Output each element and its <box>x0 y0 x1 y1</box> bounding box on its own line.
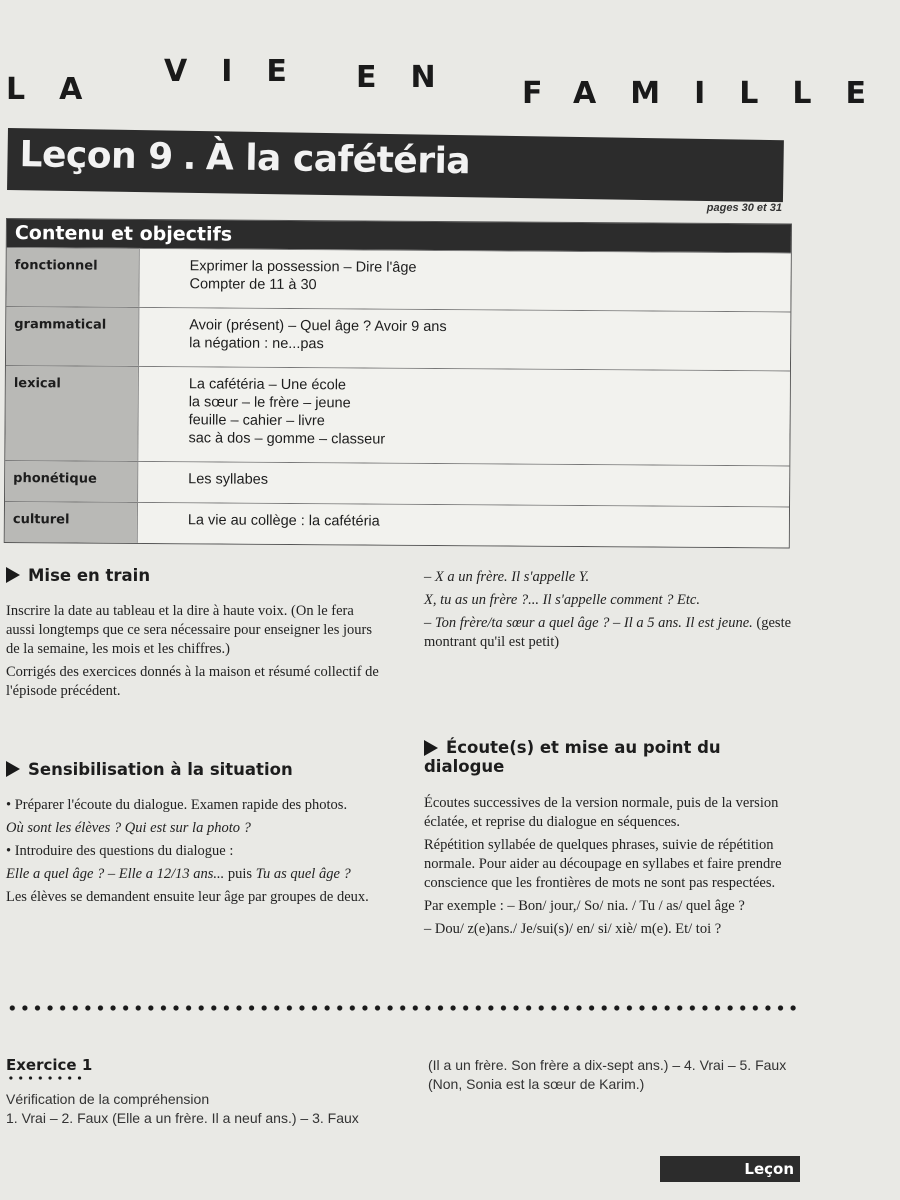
paragraph: Inscrire la date au tableau et la dire à haute voix. (On le fera aussi longtemps que ce sera nécessaire pour enseigner les jours de la semaine, les mois et les chiffres.) <box>6 603 373 657</box>
objectives-row-culturel <box>5 501 789 547</box>
objectives-row-lexical <box>5 365 790 465</box>
objectives-row-grammatical <box>6 306 790 370</box>
exercise-answers-left: 1. Vrai – 2. Faux (Elle a un frère. Il a neuf ans.) – 3. Faux <box>6 1110 359 1126</box>
objectives-row-phonetique <box>5 460 789 506</box>
exercise-left-text <box>6 1090 396 1128</box>
header-word-famille: FAMILLE <box>522 76 900 111</box>
row-label: grammatical <box>6 307 138 366</box>
header-word-en: EN <box>356 60 470 95</box>
example-line: – X a un frère. Il s'appelle Y. <box>424 569 590 585</box>
row-label: culturel <box>5 502 137 543</box>
row-line: Avoir (présent) – Quel âge ? Avoir 9 ans <box>189 317 447 336</box>
row-content <box>138 249 790 312</box>
row-label: lexical <box>5 366 138 461</box>
row-content <box>137 367 790 466</box>
lesson-number: Leçon 9 <box>19 134 174 178</box>
italic-text: – Ton frère/ta sœur a quel âge ? – Il a 5 ans. Il est jeune. <box>424 615 753 631</box>
pages-reference: pages 30 et 31 <box>706 202 782 214</box>
paragraph: • Introduire des questions du dialogue : <box>6 843 234 859</box>
row-label: phonétique <box>5 461 137 502</box>
paragraph <box>6 865 384 884</box>
paragraph: Les élèves se demandent ensuite leur âge par groupes de deux. <box>6 889 369 905</box>
example-line <box>424 614 800 652</box>
row-label: fonctionnel <box>6 248 138 307</box>
row-content <box>138 308 790 371</box>
paragraph: Où sont les élèves ? Qui est sur la photo ? <box>6 820 251 836</box>
ecoute-body <box>424 794 800 943</box>
header-word-vie: VIE <box>164 54 321 89</box>
row-line: La cafétéria – Une école <box>188 376 347 394</box>
plain-text: puis <box>224 866 256 882</box>
objectives-table <box>4 218 792 548</box>
right-column-examples <box>424 568 800 656</box>
example-line: X, tu as un frère ?... Il s'appelle comment ? Etc. <box>424 592 700 608</box>
row-line: la négation : ne...pas <box>189 335 324 353</box>
italic-text: Elle a quel âge ? – Elle a 12/13 ans... <box>6 866 225 882</box>
arrow-bullet-icon <box>6 761 20 777</box>
header-word-la: LA <box>6 72 117 107</box>
paragraph: – Dou/ z(e)ans./ Je/sui(s)/ en/ si/ xiè/ m(e). Et/ toi ? <box>424 921 722 937</box>
row-line: feuille – cahier – livre <box>188 412 325 430</box>
heading-ecoute <box>424 738 744 776</box>
row-line: la sœur – le frère – jeune <box>188 394 351 412</box>
dotted-divider <box>6 1002 800 1014</box>
objectives-heading: Contenu et objectifs <box>7 219 791 252</box>
mise-en-train-body <box>6 602 380 705</box>
heading-text: Mise en train <box>28 566 151 585</box>
objectives-row-fonctionnel <box>6 247 790 311</box>
paragraph: Par exemple : – Bon/ jour,/ So/ nia. / Tu / as/ quel âge ? <box>424 898 745 914</box>
row-line: Les syllabes <box>188 471 269 488</box>
row-content <box>137 462 789 507</box>
row-line: Exprimer la possession – Dire l'âge <box>189 258 417 276</box>
heading-mise-en-train <box>6 566 150 585</box>
lesson-name: À la cafétéria <box>205 137 471 183</box>
heading-text: Sensibilisation à la situation <box>28 760 293 779</box>
heading-text: Écoute(s) et mise au point du dialogue <box>424 738 721 776</box>
exercise-subtitle: Vérification de la compréhension <box>6 1091 210 1107</box>
arrow-bullet-icon <box>6 567 20 583</box>
sensibilisation-body <box>6 796 384 911</box>
exercise-title-dots <box>6 1075 84 1081</box>
paragraph: Répétition syllabée de quelques phrases, suivie de répétition normale. Pour aider au découpage en syllabes et faire prendre conscience que les frontières de mots ne sont pas respectées. <box>424 837 782 891</box>
paragraph: • Préparer l'écoute du dialogue. Examen rapide des photos. <box>6 797 348 813</box>
arrow-bullet-icon <box>424 740 438 756</box>
paragraph: Écoutes successives de la version normale, puis de la version éclatée, et reprise du dialogue en séquences. <box>424 795 779 830</box>
paragraph: Corrigés des exercices donnés à la maison et résumé collectif de l'épisode précédent. <box>6 664 379 699</box>
plain-text: (geste montrant qu'il est petit) <box>424 615 792 650</box>
row-line: sac à dos – gomme – classeur <box>188 430 386 448</box>
exercise-answers-right: (Il a un frère. Son frère a dix-sept ans.) – 4. Vrai – 5. Faux (Non, Sonia est la sœur de Karim.) <box>428 1057 787 1092</box>
footer-lesson-tab: Leçon <box>660 1156 800 1182</box>
title-separator: . <box>182 136 197 178</box>
exercise-title: Exercice 1 <box>6 1056 93 1074</box>
row-line: Compter de 11 à 30 <box>189 276 317 294</box>
row-line: La vie au collège : la cafétéria <box>187 512 380 530</box>
heading-sensibilisation <box>6 760 293 779</box>
lesson-title-bar <box>7 128 784 202</box>
row-content <box>137 503 789 548</box>
italic-text: Tu as quel âge ? <box>255 866 351 882</box>
lesson-title <box>19 134 470 182</box>
